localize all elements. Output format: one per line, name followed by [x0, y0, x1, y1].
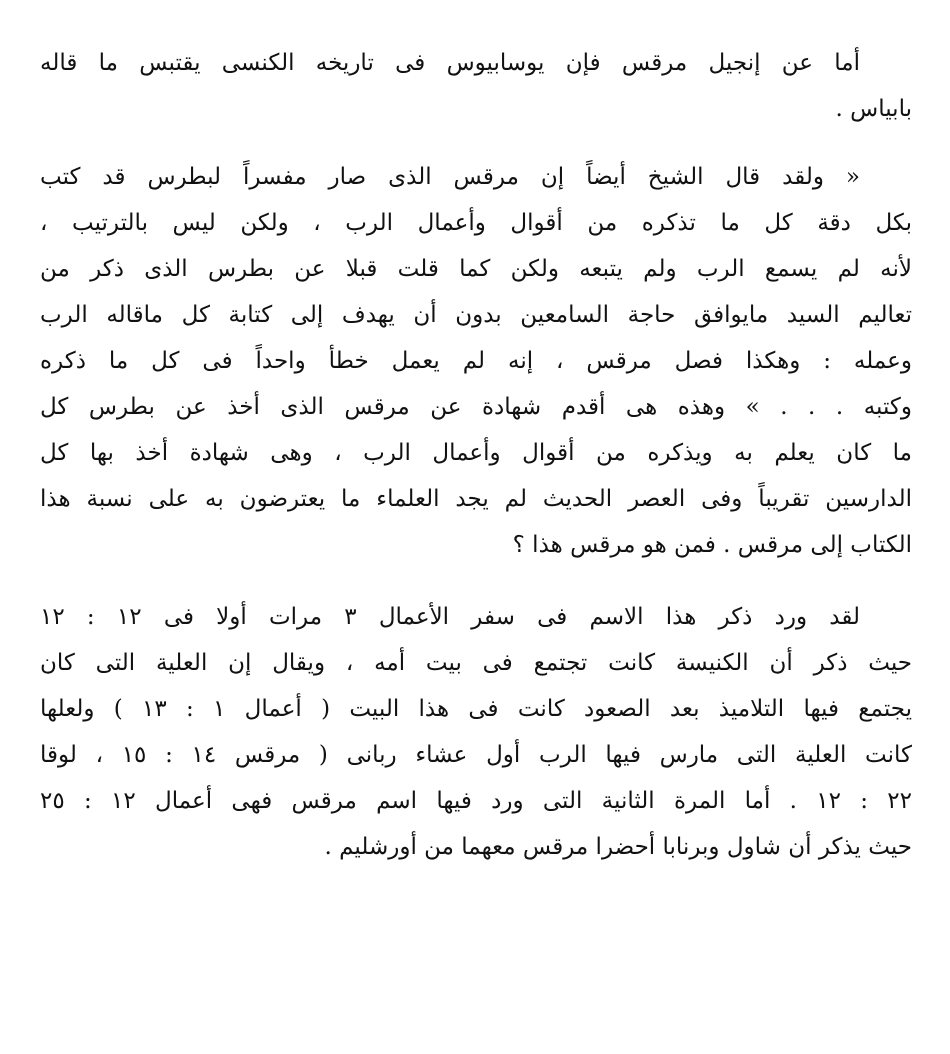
text-line: ما كان يعلم به ويذكره من أقوال وأعمال الرب ، وهى شهادة أخذ بها كل	[40, 440, 912, 466]
text-line: لأنه لم يسمع الرب ولم يتبعه ولكن كما قلت قبلا عن بطرس الذى ذكر من	[40, 256, 912, 282]
text-line: « ولقد قال الشيخ أيضاً إن مرقس الذى صار مفسراً لبطرس قد كتب	[40, 164, 860, 190]
text-line: وكتبه . . . » وهذه هى أقدم شهادة عن مرقس الذى أخذ عن بطرس كل	[40, 394, 912, 420]
text-line: أما عن إنجيل مرقس فإن يوسابيوس فى تاريخه الكنسى يقتبس ما قاله	[40, 50, 860, 76]
paragraph-3	[40, 594, 912, 870]
document-page	[40, 40, 912, 870]
text-line: الكتاب إلى مرقس . فمن هو مرقس هذا ؟	[512, 532, 912, 558]
paragraph-1	[40, 40, 912, 132]
text-line: حيث يذكر أن شاول وبرنابا أحضرا مرقس معهما من أورشليم .	[324, 834, 912, 860]
text-line: تعاليم السيد مايوافق حاجة السامعين بدون أن يهدف إلى كتابة كل ماقاله الرب	[40, 302, 912, 328]
paragraph-2	[40, 154, 912, 568]
text-line: لقد ورد ذكر هذا الاسم فى سفر الأعمال ٣ مرات أولا فى ١٢ : ١٢	[40, 604, 861, 630]
text-line: بكل دقة كل ما تذكره من أقوال وأعمال الرب ، ولكن ليس بالترتيب ،	[40, 210, 912, 236]
text-line: ٢٢ : ١٢ . أما المرة الثانية التى ورد فيها اسم مرقس فهى أعمال ١٢ : ٢٥	[40, 788, 913, 814]
text-line: وعمله : وهكذا فصل مرقس ، إنه لم يعمل خطأ واحداً فى كل ما ذكره	[40, 348, 912, 374]
text-line: كانت العلية التى مارس فيها الرب أول عشاء ربانى ( مرقس ١٤ : ١٥ ، لوقا	[40, 742, 913, 768]
text-line: بابياس .	[835, 96, 912, 122]
text-line: الدارسين تقريباً وفى العصر الحديث لم يجد العلماء ما يعترضون به على نسبة هذا	[40, 486, 912, 512]
text-line: يجتمع فيها التلاميذ بعد الصعود كانت فى هذا البيت ( أعمال ١ : ١٣ ) ولعلها	[40, 696, 913, 722]
text-line: حيث ذكر أن الكنيسة كانت تجتمع فى بيت أمه ، ويقال إن العلية التى كان	[40, 650, 912, 676]
